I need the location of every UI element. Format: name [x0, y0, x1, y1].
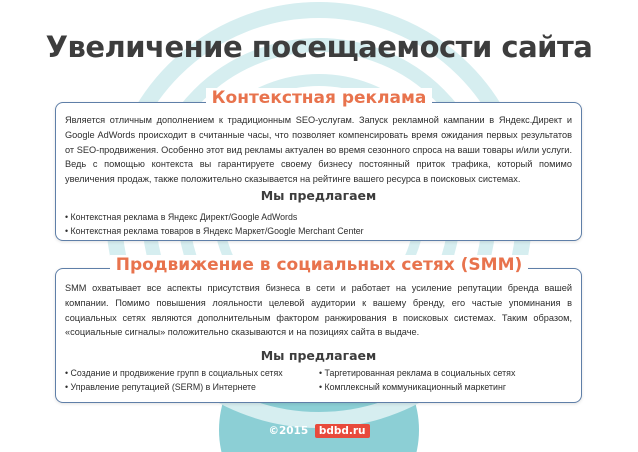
offer-item: • Создание и продвижение групп в социальных сетях [65, 366, 283, 380]
offer-item: • Комплексный коммуникационный маркетинг [319, 380, 515, 394]
section-description: SMM охватывает все аспекты присутствия бизнеса в сети и работает на усиление репутации бренда вашей компании. Помимо повышения лояльности целевой аудитории к вашему бренду, его частые упоминания в социальных сетях являются дополнительным фактором ранжирования в поисковых системах. Таким образом, «социальные сигналы» положительно сказываются и на позициях сайта в выдаче. [65, 283, 572, 338]
footer [0, 424, 638, 438]
section-heading-smm [0, 255, 638, 275]
offer-item: • Контекстная реклама в Яндекс Директ/Google AdWords [65, 210, 364, 224]
offer-item: • Управление репутацией (SERM) в Интернете [65, 380, 283, 394]
section-heading-label: Продвижение в социальных сетях (SMM) [110, 255, 529, 275]
offer-item: • Контекстная реклама товаров в Яндекс Маркет/Google Merchant Center [65, 224, 364, 238]
offer-title: Мы предлагаем [260, 188, 377, 203]
offer-list-right [319, 366, 515, 394]
copyright-text: ©2015 [268, 425, 309, 437]
offer-list [65, 210, 364, 238]
section-heading-context-ads [0, 88, 638, 108]
page-title: Увеличение посещаемости сайта [45, 30, 593, 64]
section-card-context-ads [55, 102, 582, 241]
section-card-smm [55, 268, 582, 403]
offer-title: Мы предлагаем [260, 348, 377, 363]
offer-item: • Таргетированная реклама в социальных сетях [319, 366, 515, 380]
section-heading-label: Контекстная реклама [206, 88, 433, 108]
offer-list-left [65, 366, 283, 394]
section-description: Является отличным дополнением к традиционным SEO-услугам. Запуск рекламной кампании в Яндекс.Директ и Google AdWords происходит в считанные часы, что позволяет компенсировать время ожидания первых результатов от SEO-продвижения. Особенно этот вид рекламы актуален во время сезонного спроса на ваши товары и/или услуги. Ведь с помощью контекста вы гарантируете своему бизнесу постоянный приток трафика, который помимо увеличения продаж, также положительно сказывается на рейтинге вашего ресурса в поисковых системах. [65, 115, 572, 185]
brand-logo[interactable]: bdbd.ru [315, 424, 370, 438]
